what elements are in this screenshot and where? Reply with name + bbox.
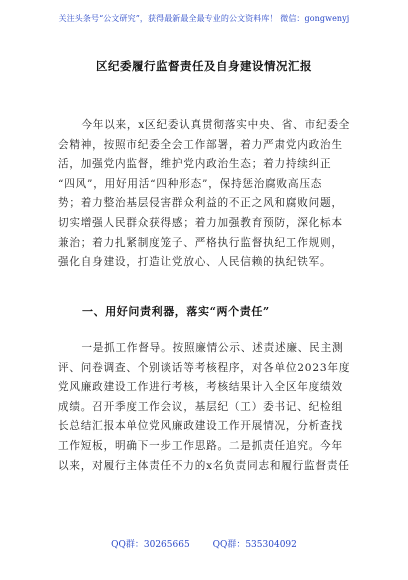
- paragraph-line: 成绩。召开季度工作会议，基层纪（工）委书记、纪检组: [58, 400, 343, 413]
- paragraph-line: 长总结汇报本单位党风廉政建设工作开展情况，分析查找: [58, 420, 343, 433]
- paragraph-line: 工作短板，明确下一步工作思路。二是抓责任追究。今年: [58, 439, 343, 452]
- paragraph-line: 一是抓工作督导。按照廉情公示、述责述廉、民主测: [81, 342, 344, 354]
- paragraph-line: 评、问卷调查、个别谈话等考核程序，对各单位2023年度: [58, 361, 351, 374]
- paragraph-line: 切实增强人民群众获得感；着力加强教育预防，深化标本: [58, 216, 343, 229]
- paragraph-line: 党风廉政建设工作进行考核，考核结果计入全区年度绩效: [58, 381, 343, 394]
- section-heading: 一、用好问责利器，落实“两个责任”: [82, 305, 270, 318]
- paragraph-line: 兼治；着力扎紧制度笼子、严格执行监督执纪工作规则，: [58, 236, 343, 249]
- section-paragraph: [58, 339, 358, 476]
- paragraph-line: 势；着力整治基层侵害群众利益的不正之风和腐败问题，: [58, 197, 343, 210]
- paragraph-line: 强化自身建设，打造让党放心、人民信赖的执纪铁军。: [58, 256, 332, 269]
- header-banner: 关注头条号“公文研究”，获得最新最全最专业的公文资料库！ 微信：gongwenyj: [58, 14, 350, 23]
- document-title: 区纪委履行监督责任及自身建设情况汇报: [96, 59, 312, 73]
- intro-paragraph: [58, 116, 358, 273]
- paragraph-line: 以来，对履行主体责任不力的x名负责同志和履行监督责任: [58, 459, 350, 472]
- paragraph-line: 会精神，按照市纪委全会工作部署，着力严肃党内政治生: [58, 138, 343, 151]
- footer-contacts: [0, 537, 408, 550]
- paragraph-line: 活，加强党内监督，维护党内政治生态；着力持续纠正: [58, 158, 332, 171]
- paragraph-line: “四风”，用好用活“四种形态”，保持惩治腐败高压态: [58, 177, 323, 190]
- footer-qq-group-2: QQ群：535304092: [212, 540, 297, 550]
- footer-qq-group-1: QQ群：30265665: [111, 540, 190, 550]
- paragraph-line: 今年以来，x区纪委认真贯彻落实中央、省、市纪委全: [81, 119, 351, 131]
